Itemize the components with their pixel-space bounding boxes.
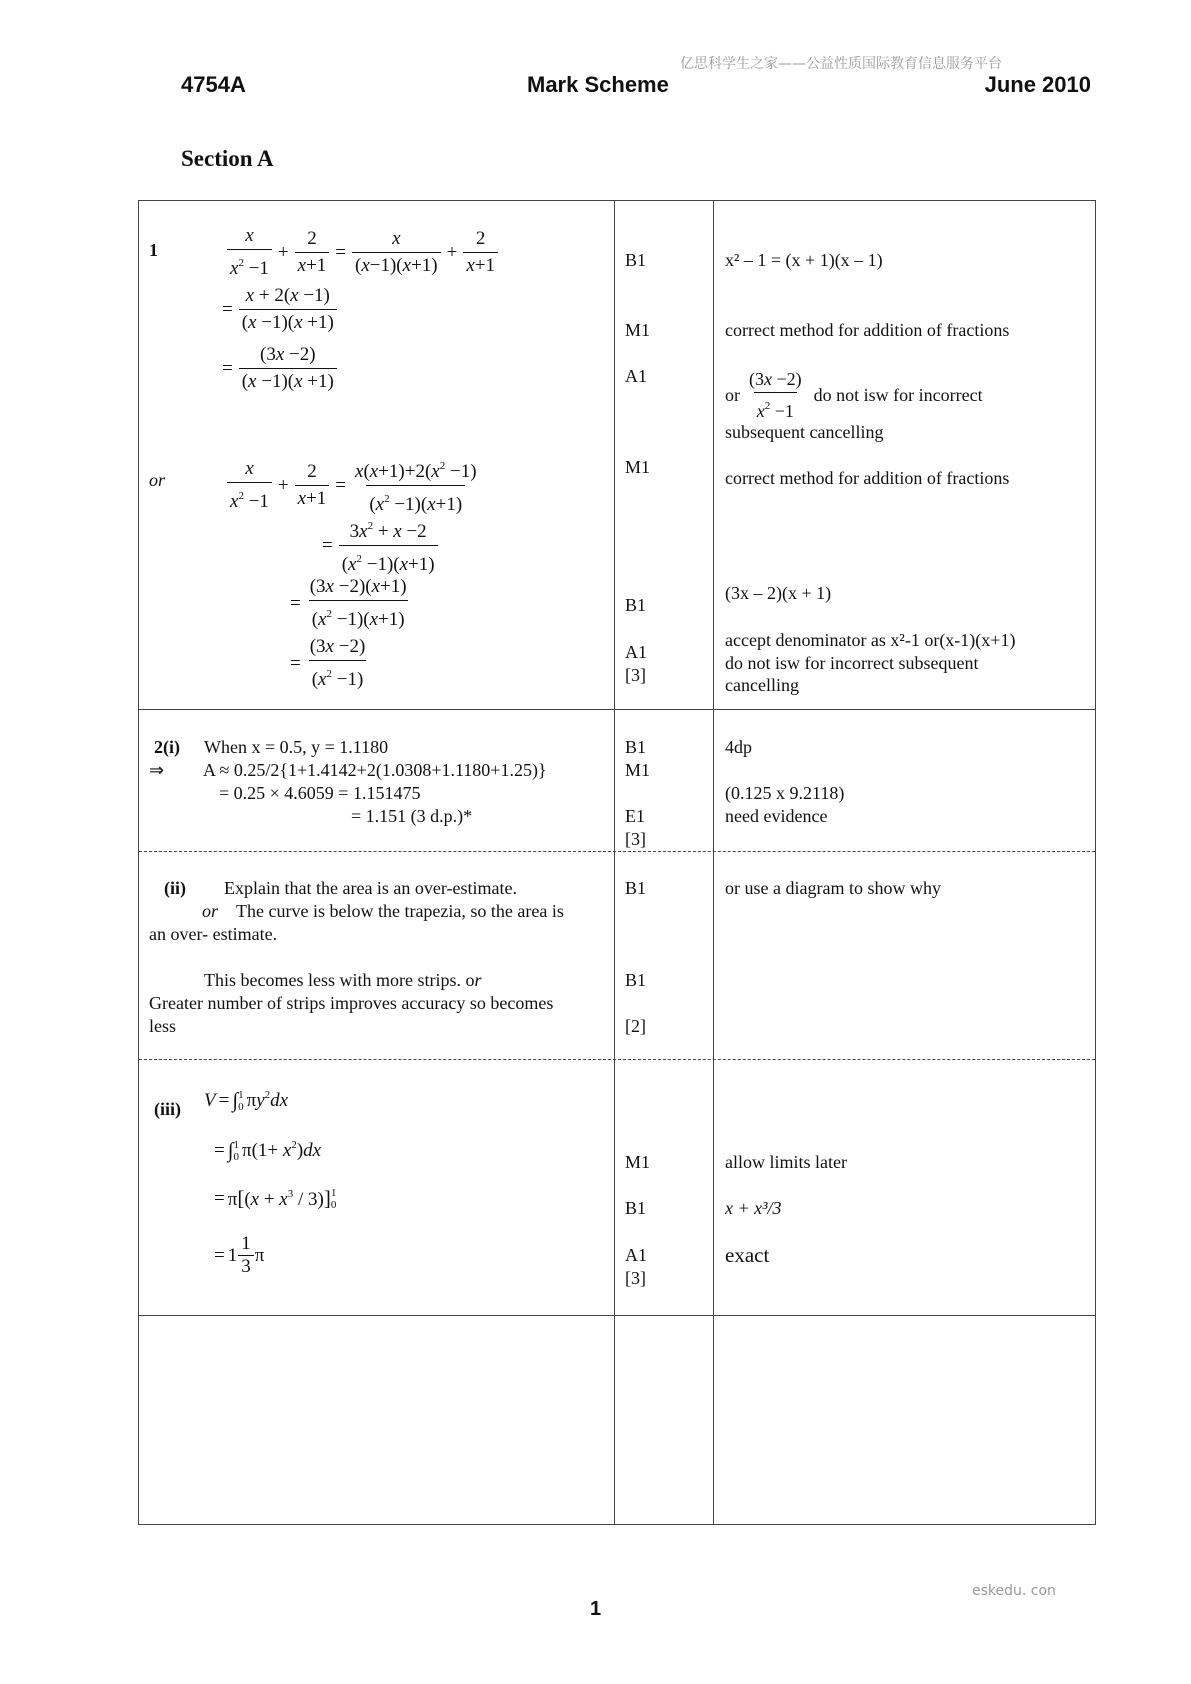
comment: cancelling [725,675,799,695]
mark-scheme-table [138,200,1096,1525]
column-divider [713,201,714,1524]
comment: correct method for addition of fractions [725,468,1010,488]
q2i-line3: = 0.25 × 4.6059 = 1.151475 [219,783,421,803]
mark: M1 [625,320,651,340]
row-divider-dashed [139,851,1095,852]
q1-alt-line1: $\frac{x}{x^2 -1}$ + $\frac{2}{x+1}$ = $\frac{x(x+1)+2(x^2 -1)}{(x^2 -1)(x+1)}$ [224,453,483,518]
mark-total: [2] [625,1016,646,1036]
footer-site: eskedu. con [972,1583,1056,1599]
mark: A1 [625,366,647,386]
q1-equation-line1: $\frac{x}{x^2 -1}$ + $\frac{2}{x+1}$ = $\frac{x}{(x-1)(x+1)}$ + $\frac{2}{x+1}$ [224,223,501,282]
question-number: 1 [149,240,158,260]
mark: M1 [625,1152,651,1172]
comment: or use a diagram to show why [725,878,941,898]
q1-alt-line3: = $\frac{(3x -2)(x+1)}{(x^2 -1)(x+1)}$ [287,574,413,633]
q2ii-line1: Explain that the area is an over-estimate. [224,878,518,898]
comment: x² – 1 = (x + 1)(x – 1) [725,250,883,270]
mark: A1 [625,1245,647,1265]
mark: M1 [625,457,651,477]
q1-equation-line2: = $\frac{x + 2(x -1)}{(x -1)(x +1)}$ [219,283,340,336]
q2iii-line4: = 1 $\frac{1}{3}$ π [214,1233,265,1277]
document-date: June 2010 [984,72,1091,97]
comment: accept denominator as x²-1 or(x-1)(x+1) [725,630,1016,650]
question-label: 2(i) [154,737,180,757]
q2iii-line1: V = ∫ 1 0 $\pi y^2dx$ [204,1088,289,1113]
section-title: Section A [181,146,274,171]
comment: do not isw for incorrect subsequent [725,653,979,673]
mark: B1 [625,595,647,615]
page-number: 1 [590,1598,602,1620]
comment-or: or [725,384,740,405]
comment-text: do not isw for incorrect [813,384,983,405]
comment: correct method for addition of fractions [725,320,1010,340]
q2ii-or: or [202,901,219,921]
q2ii-line2: The curve is below the trapezia, so the area is [236,901,564,921]
comment: allow limits later [725,1152,847,1172]
question-label: (ii) [164,878,186,898]
q2i-line4: = 1.151 (3 d.p.)* [351,806,473,826]
q2ii-line4: This becomes less with more strips. or [204,970,482,990]
mark: B1 [625,878,647,898]
document-title: Mark Scheme [527,72,669,97]
implies-symbol: ⇒ [149,760,165,780]
column-divider [614,201,615,1524]
document-code: 4754A [181,72,246,97]
comment: exact [725,1243,770,1267]
q1-equation-line3: = $\frac{(3x -2)}{(x -1)(x +1)}$ [219,342,340,395]
q2iii-line3: = $\pi[(x + x^3 / 3)]$ 1 0 [214,1186,337,1211]
q2i-line2: A ≈ 0.25/2{1+1.4142+2(1.0308+1.1180+1.25)} [203,760,547,780]
watermark-text: 亿思科学生之家——公益性质国际教育信息服务平台 [680,56,1002,72]
mark: B1 [625,970,647,990]
mark-total: [3] [625,1268,646,1288]
mark: A1 [625,642,647,662]
q2i-line1: When x = 0.5, y = 1.1180 [204,737,389,757]
mark: B1 [625,1198,647,1218]
row-divider-dashed [139,1059,1095,1060]
comment: subsequent cancelling [725,422,884,442]
mark-total: [3] [625,665,646,685]
mark: E1 [625,806,645,826]
q2ii-line3: an over- estimate. [149,924,278,944]
comment: (3x – 2)(x + 1) [725,583,832,603]
comment: need evidence [725,806,828,826]
q1-alt-line4: = $\frac{(3x -2)}{(x^2 -1)}$ [287,634,371,693]
row-divider [139,1315,1095,1316]
comment: x + x³/3 [725,1198,782,1218]
mark: B1 [625,737,647,757]
q2ii-line5: Greater number of strips improves accuracy so becomes [149,993,554,1013]
question-label: (iii) [154,1099,181,1119]
q1-or-label: or [149,470,166,490]
mark-total: [3] [625,829,646,849]
q2ii-line6: less [149,1016,176,1036]
comment: (0.125 x 9.2118) [725,783,845,803]
mark: M1 [625,760,651,780]
comment: 4dp [725,737,752,757]
row-divider [139,709,1095,710]
comment-fraction: or $\frac{(3x -2)}{x^2 -1}$ do not isw for incorrect [725,366,983,424]
q2iii-line2: = ∫ 1 0 $\pi(1+ x^2)dx$ [214,1138,322,1163]
mark: B1 [625,250,647,270]
q1-alt-line2: = $\frac{3x^2 + x -2}{(x^2 -1)(x+1)}$ [319,513,441,578]
